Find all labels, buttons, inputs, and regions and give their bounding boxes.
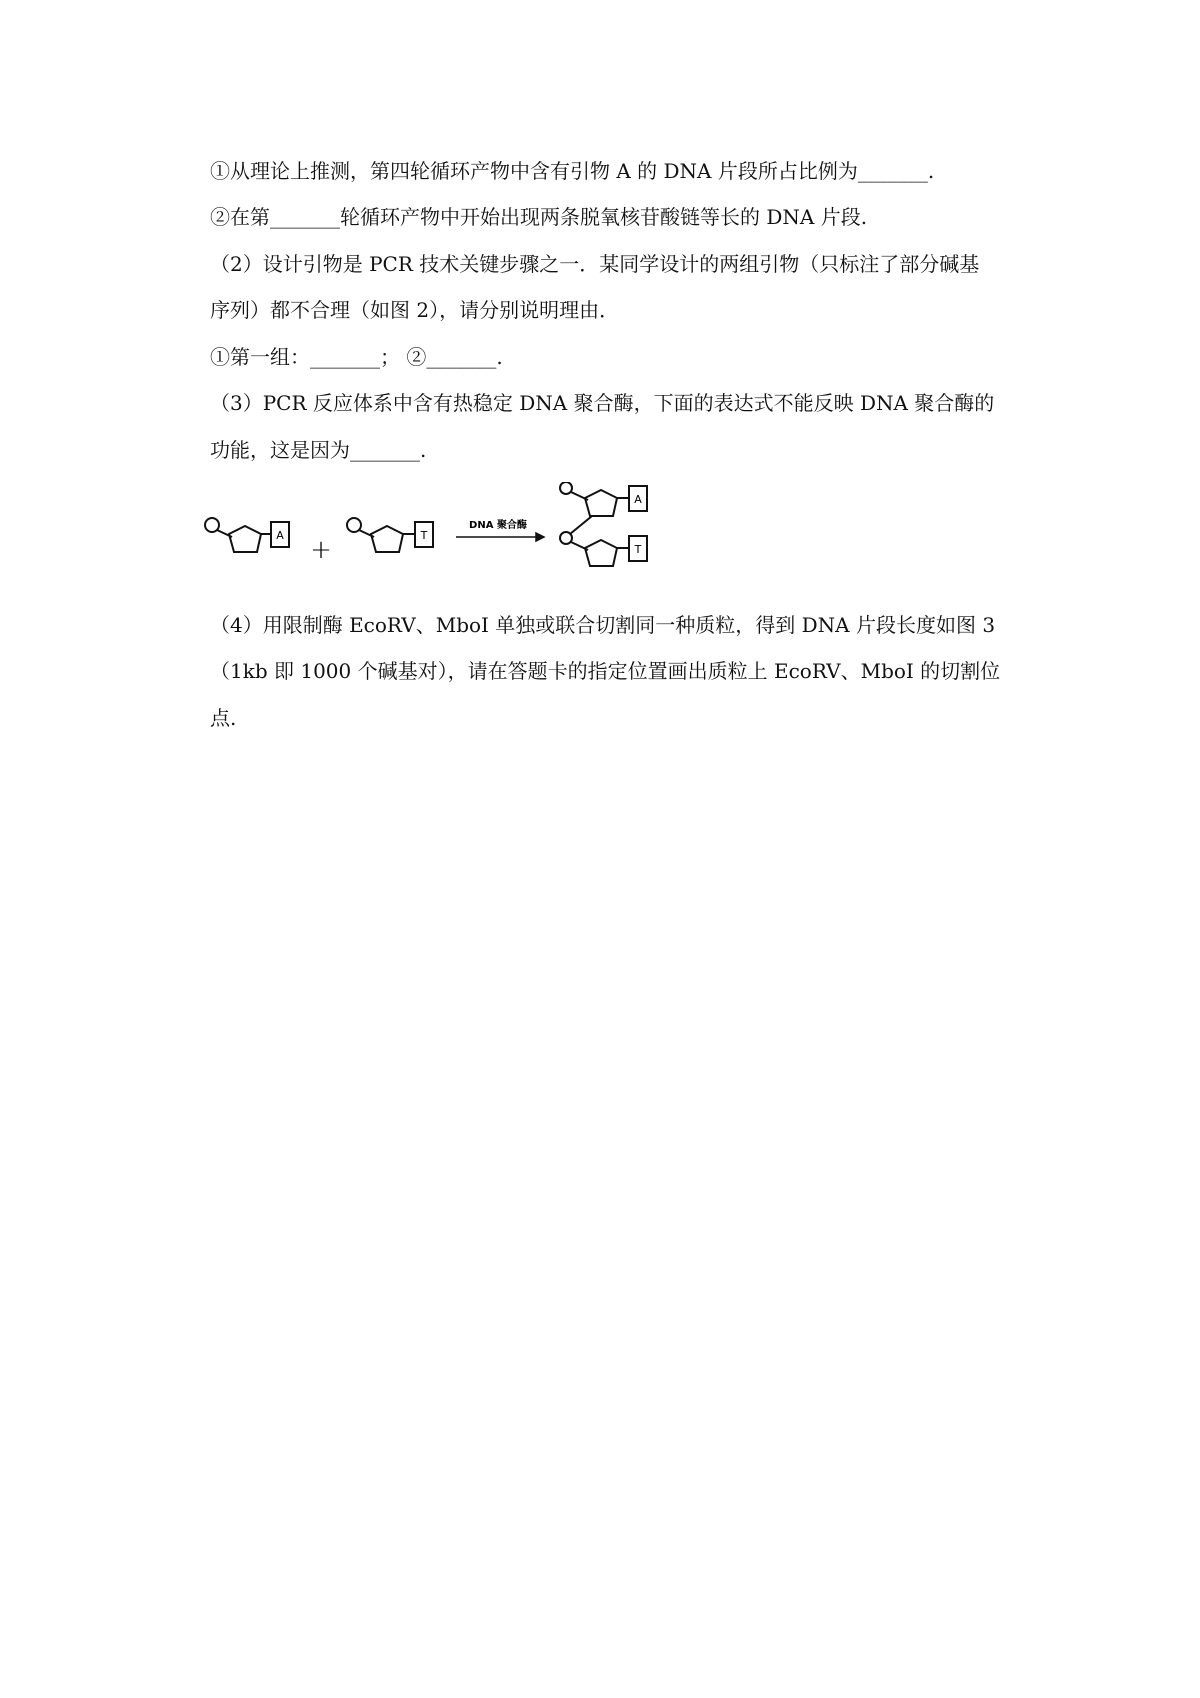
text-line-1: ①从理论上推测，第四轮循环产物中含有引物 A 的 DNA 片段所占比例为_______. xyxy=(210,159,935,183)
phosphate-icon-left xyxy=(205,518,219,532)
base-label-bottom: T xyxy=(634,543,642,556)
sugar-pentagon-bottom xyxy=(585,540,617,566)
text-line-4: 序列）都不合理（如图 2），请分别说明理由． xyxy=(210,298,620,322)
base-label-top: A xyxy=(634,493,642,506)
text-line-7: 功能，这是因为_______. xyxy=(210,438,427,462)
phosphate-icon-right xyxy=(347,518,361,532)
reaction-arrow-icon xyxy=(456,533,544,541)
phosphate-icon-top xyxy=(560,482,572,494)
phosphodiester-bond xyxy=(570,516,592,534)
text-line-8: （4）用限制酶 EcoRV、MboI 单独或联合切割同一种质粒，得到 DNA 片段长度如图 3 xyxy=(210,613,996,637)
nucleotide-reaction-diagram xyxy=(200,482,710,600)
text-line-9: （1kb 即 1000 个碱基对），请在答题卡的指定位置画出质粒上 EcoRV、MboI 的切割位 xyxy=(210,659,1001,683)
sugar-pentagon-left xyxy=(229,526,261,552)
text-line-6: （3）PCR 反应体系中含有热稳定 DNA 聚合酶，下面的表达式不能反映 DNA 聚合酶的 xyxy=(210,391,995,415)
sugar-pentagon-right xyxy=(371,526,403,552)
text-line-5: ①第一组：_______； ②_______. xyxy=(210,345,503,369)
base-label-right: T xyxy=(420,529,428,542)
text-line-2: ②在第_______轮循环产物中开始出现两条脱氧核苷酸链等长的 DNA 片段. xyxy=(210,205,868,229)
text-line-3: （2）设计引物是 PCR 技术关键步骤之一．某同学设计的两组引物（只标注了部分碱基 xyxy=(210,252,980,276)
base-label-left: A xyxy=(276,529,284,542)
phosphate-icon-bottom xyxy=(560,532,572,544)
arrow-label: DNA 聚合酶 xyxy=(469,520,527,531)
text-line-10: 点. xyxy=(210,706,237,730)
plus-sign: + xyxy=(310,535,332,565)
sugar-pentagon-top xyxy=(585,490,617,516)
